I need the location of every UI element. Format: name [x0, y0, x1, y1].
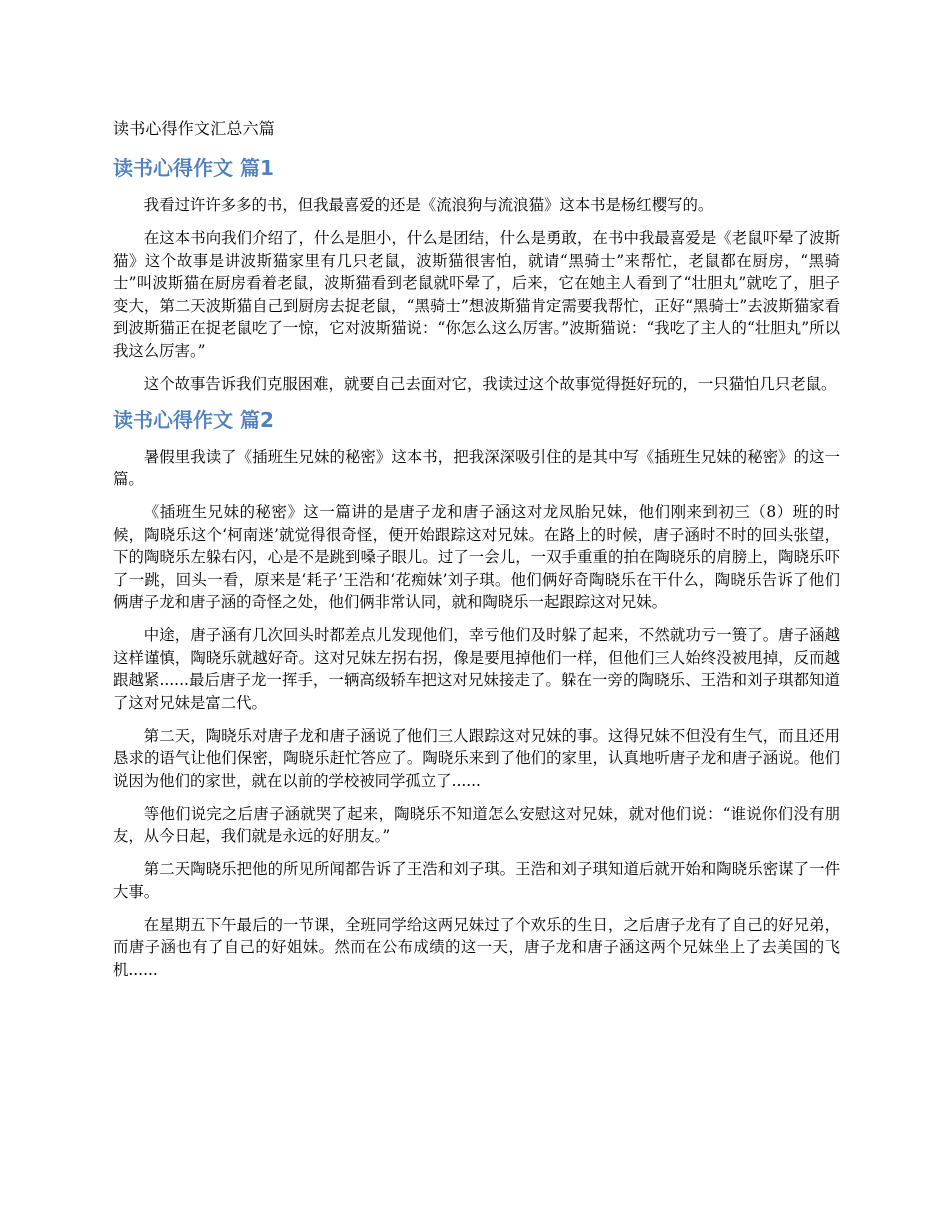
section-1: [113, 154, 840, 395]
paragraph: 我看过许许多多的书，但我最喜爱的还是《流浪狗与流浪猫》这本书是杨红樱写的。: [143, 196, 714, 214]
paragraph: 《插班生兄妹的秘密》这一篇讲的是唐子龙和唐子涵这对龙凤胎兄妹，他们刚来到初三（8）班的时候，陶晓乐这个‘柯南迷’就觉得很奇怪，便开始跟踪这对兄妹。在路上的时候，唐子涵时不时的回头张望，下的陶晓乐左躲右闪，心是不是跳到嗓子眼儿。过了一会儿，一双手重重的拍在陶晓乐的肩膀上，陶晓乐吓了一跳，回头一看，原来是‘耗子’王浩和‘花痴妹’刘子琪。他们俩好奇陶晓乐在干什么，陶晓乐告诉了他们俩唐子龙和唐子涵的奇怪之处，他们俩非常认同，就和陶晓乐一起跟踪这对兄妹。: [113, 503, 840, 611]
paragraph: 在这本书向我们介绍了，什么是胆小，什么是团结，什么是勇敢，在书中我最喜爱是《老鼠吓晕了波斯猫》这个故事是讲波斯猫家里有几只老鼠，波斯猫很害怕，就请“黑骑士”来帮忙，老鼠都在厨房，“黑骑士”叫波斯猫在厨房看着老鼠，波斯猫看到老鼠就吓晕了，后来，它在她主人看到了“壮胆丸”就吃了，胆子变大，第二天波斯猫自己到厨房去捉老鼠，“黑骑士”想波斯猫肯定需要我帮忙，正好“黑骑士”去波斯猫家看到波斯猫正在捉老鼠吃了一惊，它对波斯猫说：“你怎么这么厉害。”波斯猫说：“我吃了主人的“壮胆丸”所以我这么厉害。”: [113, 229, 840, 360]
document-page: [113, 118, 840, 992]
section-heading: 读书心得作文 篇2: [113, 407, 274, 432]
document-title: 读书心得作文汇总六篇: [113, 119, 276, 138]
paragraph: 在星期五下午最后的一节课，全班同学给这两兄妹过了个欢乐的生日，之后唐子龙有了自己的好兄弟，而唐子涵也有了自己的好姐妹。然而在公布成绩的这一天，唐子龙和唐子涵这两个兄妹坐上了去美国的飞机......: [113, 915, 840, 979]
paragraph: 第二天，陶晓乐对唐子龙和唐子涵说了他们三人跟踪这对兄妹的事。这得兄妹不但没有生气，而且还用恳求的语气让他们保密，陶晓乐赶忙答应了。陶晓乐来到了他们的家里，认真地听唐子龙和唐子涵说。他们说因为他们的家世，就在以前的学校被同学孤立了......: [113, 726, 840, 790]
paragraph: 第二天陶晓乐把他的所见所闻都告诉了王浩和刘子琪。王浩和刘子琪知道后就开始和陶晓乐密谋了一件大事。: [113, 860, 840, 901]
paragraph: 等他们说完之后唐子涵就哭了起来，陶晓乐不知道怎么安慰这对兄妹，就对他们说：“谁说你们没有朋友，从今日起，我们就是永远的好朋友。”: [113, 804, 840, 845]
section-2: [113, 406, 840, 982]
paragraph: 暑假里我读了《插班生兄妹的秘密》这本书，把我深深吸引住的是其中写《插班生兄妹的秘密》的这一篇。: [113, 447, 840, 488]
paragraph: 中途，唐子涵有几次回头时都差点儿发现他们，幸亏他们及时躲了起来，不然就功亏一篑了。唐子涵越这样谨慎，陶晓乐就越好奇。这对兄妹左拐右拐，像是要甩掉他们一样，但他们三人始终没被甩掉，反而越跟越紧......最后唐子龙一挥手，一辆高级轿车把这对兄妹接走了。躲在一旁的陶晓乐、王浩和刘子琪都知道了这对兄妹是富二代。: [113, 626, 840, 712]
paragraph: 这个故事告诉我们克服困难，就要自己去面对它，我读过这个故事觉得挺好玩的，一只猫怕几只老鼠。: [143, 374, 837, 393]
section-heading: 读书心得作文 篇1: [113, 156, 274, 180]
